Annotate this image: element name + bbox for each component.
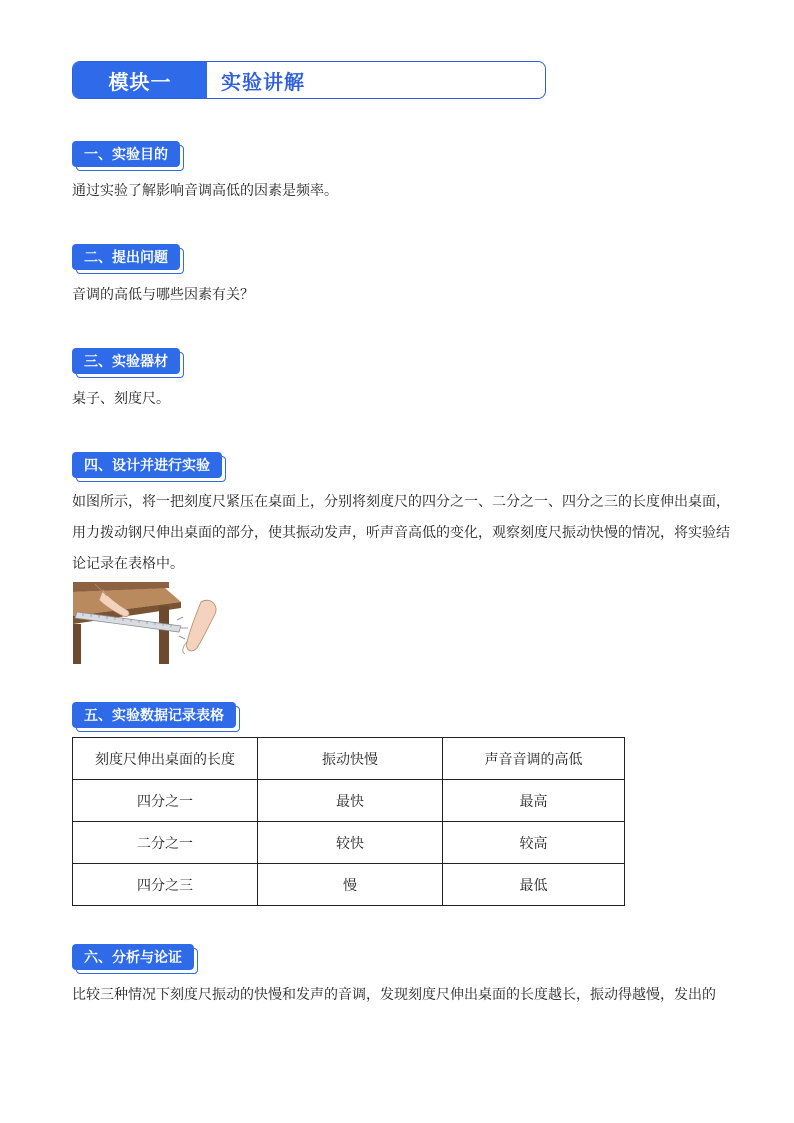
data-table bbox=[72, 737, 625, 906]
table-row bbox=[73, 780, 625, 822]
section-heading-question bbox=[72, 244, 180, 270]
table-cell: 四分之三 bbox=[73, 864, 258, 906]
section-heading-label: 五、实验数据记录表格 bbox=[72, 702, 236, 728]
table-cell: 二分之一 bbox=[73, 822, 258, 864]
table-cell: 最快 bbox=[258, 780, 443, 822]
section-heading-equipment bbox=[72, 348, 180, 374]
module-name: 实验讲解 bbox=[221, 69, 305, 94]
table-header-cell: 声音音调的高低 bbox=[443, 738, 625, 780]
section-heading-analysis bbox=[72, 944, 194, 970]
section-heading-label: 二、提出问题 bbox=[72, 244, 180, 270]
section-text-procedure: 如图所示，将一把刻度尺紧压在桌面上，分别将刻度尺的四分之一、二分之一、四分之三的长度伸出桌面，用力拨动钢尺伸出桌面的部分，使其振动发声，听声音高低的变化，观察刻度尺振动快慢的情况，将实验结论记录在表格中。 bbox=[72, 494, 730, 572]
table-cell: 较快 bbox=[258, 822, 443, 864]
table-cell: 较高 bbox=[443, 822, 625, 864]
table-row bbox=[73, 864, 625, 906]
section-heading-data-table bbox=[72, 702, 236, 728]
table-cell: 最高 bbox=[443, 780, 625, 822]
module-banner bbox=[72, 61, 546, 99]
section-text-purpose: 通过实验了解影响音调高低的因素是频率。 bbox=[72, 183, 338, 199]
module-tag: 模块一 bbox=[73, 62, 207, 98]
section-heading-label: 四、设计并进行实验 bbox=[72, 452, 222, 478]
table-cell: 四分之一 bbox=[73, 780, 258, 822]
table-header-cell: 刻度尺伸出桌面的长度 bbox=[73, 738, 258, 780]
ruler-on-table-illustration bbox=[73, 582, 221, 664]
table-cell: 慢 bbox=[258, 864, 443, 906]
table-row bbox=[73, 822, 625, 864]
section-text-analysis: 比较三种情况下刻度尺振动的快慢和发声的音调，发现刻度尺伸出桌面的长度越长，振动得越慢，发出的 bbox=[72, 987, 716, 1003]
table-header-cell: 振动快慢 bbox=[258, 738, 443, 780]
section-heading-label: 六、分析与论证 bbox=[72, 944, 194, 970]
section-heading-label: 一、实验目的 bbox=[72, 141, 180, 167]
table-cell: 最低 bbox=[443, 864, 625, 906]
table-header-row bbox=[73, 738, 625, 780]
section-heading-label: 三、实验器材 bbox=[72, 348, 180, 374]
section-text-question: 音调的高低与哪些因素有关？ bbox=[72, 287, 254, 303]
section-heading-purpose bbox=[72, 141, 180, 167]
section-text-equipment: 桌子、刻度尺。 bbox=[72, 391, 170, 407]
section-heading-procedure bbox=[72, 452, 222, 478]
